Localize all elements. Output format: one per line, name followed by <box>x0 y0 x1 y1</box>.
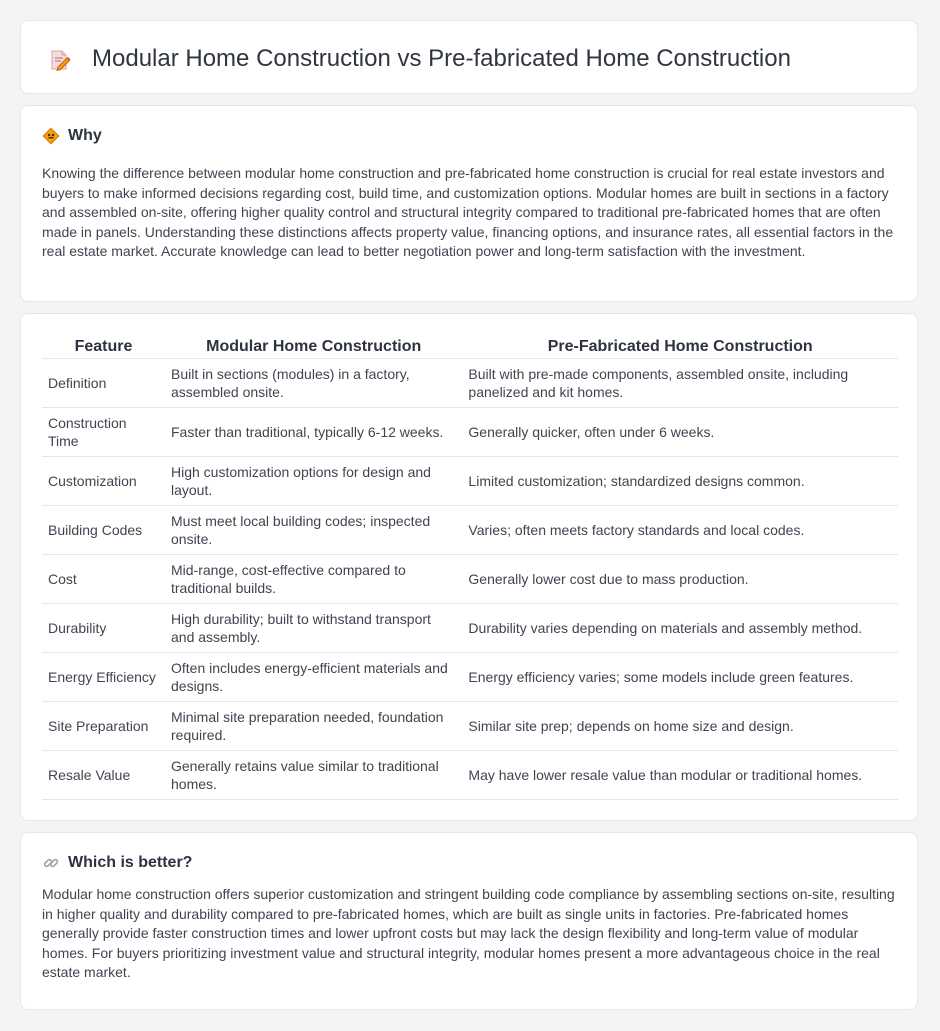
table-row <box>42 359 898 408</box>
table-row <box>42 457 898 506</box>
cell-modular: Must meet local building codes; inspected onsite. <box>165 506 462 555</box>
cell-prefab: Energy efficiency varies; some models include green features. <box>462 653 898 702</box>
why-title: Why <box>68 127 102 144</box>
cell-prefab: Varies; often meets factory standards and local codes. <box>462 506 898 555</box>
better-section <box>20 832 918 1010</box>
diamond-sign-icon <box>42 127 60 145</box>
cell-feature: Building Codes <box>42 506 165 555</box>
table-row <box>42 408 898 457</box>
cell-modular: High customization options for design and layout. <box>165 457 462 506</box>
table-row <box>42 653 898 702</box>
table-row <box>42 604 898 653</box>
cell-feature: Resale Value <box>42 751 165 800</box>
better-title: Which is better? <box>68 854 193 871</box>
table-row <box>42 751 898 800</box>
comparison-card <box>20 313 918 821</box>
cell-modular: Mid-range, cost-effective compared to traditional builds. <box>165 555 462 604</box>
cell-feature: Construction Time <box>42 408 165 457</box>
cell-prefab: Built with pre-made components, assembled onsite, including panelized and kit homes. <box>462 359 898 408</box>
cell-prefab: Similar site prep; depends on home size and design. <box>462 702 898 751</box>
table-body <box>42 359 898 800</box>
why-section <box>20 105 918 302</box>
why-paragraph: Knowing the difference between modular home construction and pre-fabricated home construction is crucial for real estate investors and buyers to make informed decisions regarding cost, build time, and customization options. Modular homes are built in sections in a factory and assembled on-site, offering higher quality control and structural integrity compared to traditional pre-fabricated homes that are often made in panels. Understanding these distinctions affects property value, financing options, and insurance rates, all essential factors in the real estate market. Accurate knowledge can lead to better negotiation power and long-term satisfaction with the investment. <box>42 165 894 259</box>
cell-modular: High durability; built to withstand transport and assembly. <box>165 604 462 653</box>
title-card <box>20 20 918 94</box>
table-header-row <box>42 335 898 359</box>
table-row <box>42 702 898 751</box>
cell-prefab: Generally quicker, often under 6 weeks. <box>462 408 898 457</box>
header-prefab: Pre-Fabricated Home Construction <box>462 335 898 359</box>
link-icon <box>42 854 60 872</box>
cell-modular: Faster than traditional, typically 6-12 weeks. <box>165 408 462 457</box>
cell-prefab: Limited customization; standardized designs common. <box>462 457 898 506</box>
comparison-table <box>42 335 898 800</box>
cell-prefab: Durability varies depending on materials and assembly method. <box>462 604 898 653</box>
cell-feature: Site Preparation <box>42 702 165 751</box>
document-edit-icon <box>49 49 71 71</box>
page-title: Modular Home Construction vs Pre-fabricated Home Construction <box>92 45 791 72</box>
header-modular: Modular Home Construction <box>165 335 462 359</box>
cell-prefab: Generally lower cost due to mass production. <box>462 555 898 604</box>
cell-modular: Often includes energy-efficient materials and designs. <box>165 653 462 702</box>
cell-modular: Minimal site preparation needed, foundation required. <box>165 702 462 751</box>
cell-feature: Cost <box>42 555 165 604</box>
table-row <box>42 506 898 555</box>
why-heading <box>42 125 102 147</box>
cell-feature: Definition <box>42 359 165 408</box>
cell-prefab: May have lower resale value than modular or traditional homes. <box>462 751 898 800</box>
better-heading <box>42 852 192 874</box>
header-feature: Feature <box>42 335 165 359</box>
table-row <box>42 555 898 604</box>
better-paragraph: Modular home construction offers superior customization and stringent building code compliance by assembling sections on-site, resulting in higher quality and durability compared to pre-fabricated homes, which are built as single units in factories. Pre-fabricated homes generally provide faster construction times and lower upfront costs but may lack the design flexibility and long-term value of modular homes. For buyers prioritizing investment value and structural integrity, modular homes present a more advantageous choice in the real estate market. <box>42 886 895 980</box>
cell-feature: Customization <box>42 457 165 506</box>
cell-feature: Durability <box>42 604 165 653</box>
cell-modular: Generally retains value similar to traditional homes. <box>165 751 462 800</box>
cell-feature: Energy Efficiency <box>42 653 165 702</box>
cell-modular: Built in sections (modules) in a factory, assembled onsite. <box>165 359 462 408</box>
